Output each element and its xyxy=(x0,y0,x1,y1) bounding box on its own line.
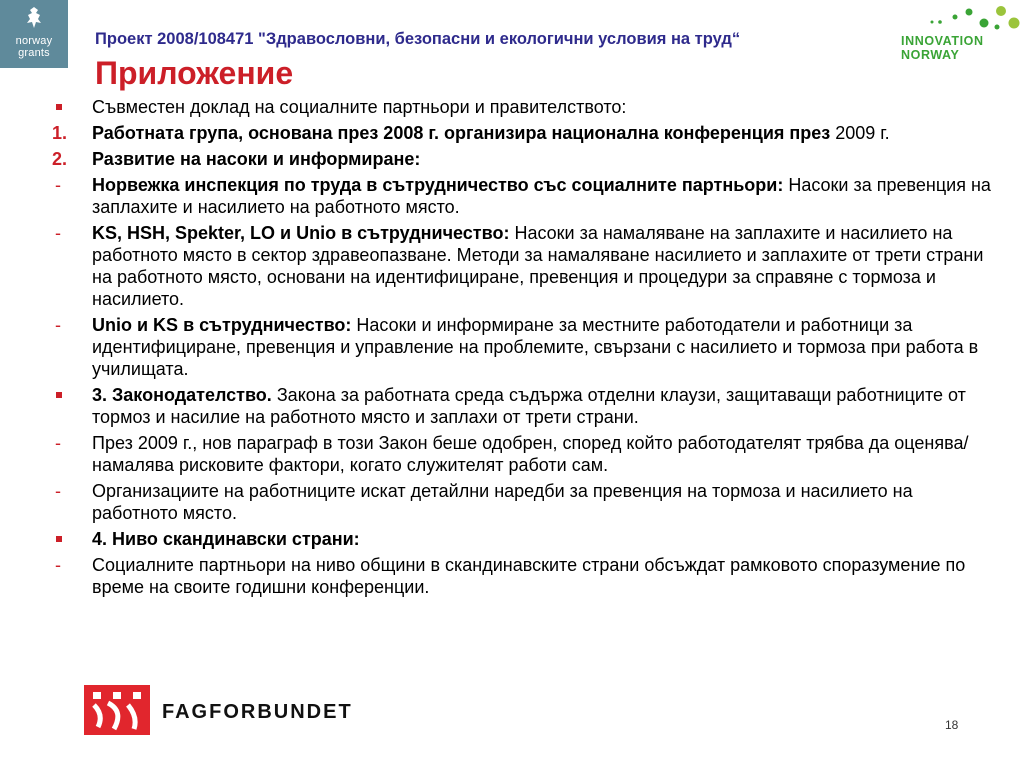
bullet-dash: - xyxy=(55,433,61,453)
list-item xyxy=(52,432,992,476)
list-item xyxy=(52,554,992,598)
list-number: 1. xyxy=(52,123,68,143)
page-title: Приложение xyxy=(95,55,294,91)
item-text: Насоки за намаляване на заплахите и насилието на работното място в сектор здравеопазване. Методи за намаляване насилието и заплахите от трети страни на работното място, основани на идентифициране, превенция и процедури за справяне с тормоза и насилието. xyxy=(92,223,984,309)
bullet-dash: - xyxy=(55,175,61,195)
page-number: 18 xyxy=(945,718,959,732)
list-item xyxy=(52,174,992,218)
bullet-dash: - xyxy=(55,223,61,243)
norway-grants-line1: norway xyxy=(15,35,53,47)
item-bold-text: 3. Законодателство. xyxy=(92,385,272,405)
norway-grants-line2: grants xyxy=(18,47,50,59)
bullet-square-icon xyxy=(52,528,82,550)
item-bold-text: Развитие на насоки и информиране: xyxy=(92,149,421,169)
lion-icon xyxy=(0,6,68,35)
list-item xyxy=(52,222,992,310)
list-number: 2. xyxy=(52,149,68,169)
item-bold-text: Работната група, основана през 2008 г. организира национална конференция през xyxy=(92,123,831,143)
item-text: Насоки за превенция на заплахите и насилието на работното място. xyxy=(92,175,991,217)
project-title: Проект 2008/108471 "Здравословни, безопасни и екологични условия на труд“ xyxy=(95,30,741,48)
item-text: Насоки и информиране за местните работодатели и работници за идентифициране, превенция и управление на проблемите, свързани с насилието и тормоза при работа в училищата. xyxy=(92,315,979,379)
green-dots-icon xyxy=(897,3,1022,35)
item-bold-text: KS, HSH, Spekter, LO и Unio в сътрудничество: xyxy=(92,223,510,243)
bullet-square-icon xyxy=(52,384,82,406)
fagforbundet-mark-icon xyxy=(84,685,150,735)
list-item xyxy=(52,314,992,380)
innovation-line2: NORWAY xyxy=(901,48,960,62)
item-text: Съвместен доклад на социалните партньори и правителството: xyxy=(92,97,627,117)
list-item xyxy=(52,122,992,144)
item-text: 2009 г. xyxy=(830,123,890,143)
bullet-dash: - xyxy=(55,481,61,501)
item-text: Закона за работната среда съдържа отделни клаузи, защитаващи работниците от тормоз и насилие на работното място и заплахи от трети страни. xyxy=(92,385,966,427)
innovation-norway-logo xyxy=(897,3,1022,65)
list-item xyxy=(52,480,992,524)
norway-grants-logo xyxy=(0,0,68,68)
list-item xyxy=(52,96,992,118)
item-bold-text: Unio и KS в сътрудничество: xyxy=(92,315,352,335)
item-text: През 2009 г., нов параграф в този Закон беше одобрен, според който работодателят трябва да оценява/намалява рисковите фактори, когато служителят работи сам. xyxy=(92,433,969,475)
bullet-dash: - xyxy=(55,555,61,575)
innovation-line1: INNOVATION xyxy=(901,34,984,48)
content-list xyxy=(52,96,992,602)
list-item xyxy=(52,148,992,170)
bullet-dash: - xyxy=(55,315,61,335)
item-bold-text: 4. Ниво скандинавски страни: xyxy=(92,529,360,549)
fagforbundet-text: FAGFORBUNDET xyxy=(162,701,353,723)
list-item xyxy=(52,384,992,428)
list-item xyxy=(52,528,992,550)
item-text: Социалните партньори на ниво общини в скандинавските страни обсъждат рамковото споразумение по време на своите годишни конференции. xyxy=(92,555,966,597)
bullet-square-icon xyxy=(52,96,82,118)
item-text: Организациите на работниците искат детайлни наредби за превенция на тормоза и насилието на работното място. xyxy=(92,481,913,523)
item-bold-text: Норвежка инспекция по труда в сътрудничество със социалните партньори: xyxy=(92,175,784,195)
